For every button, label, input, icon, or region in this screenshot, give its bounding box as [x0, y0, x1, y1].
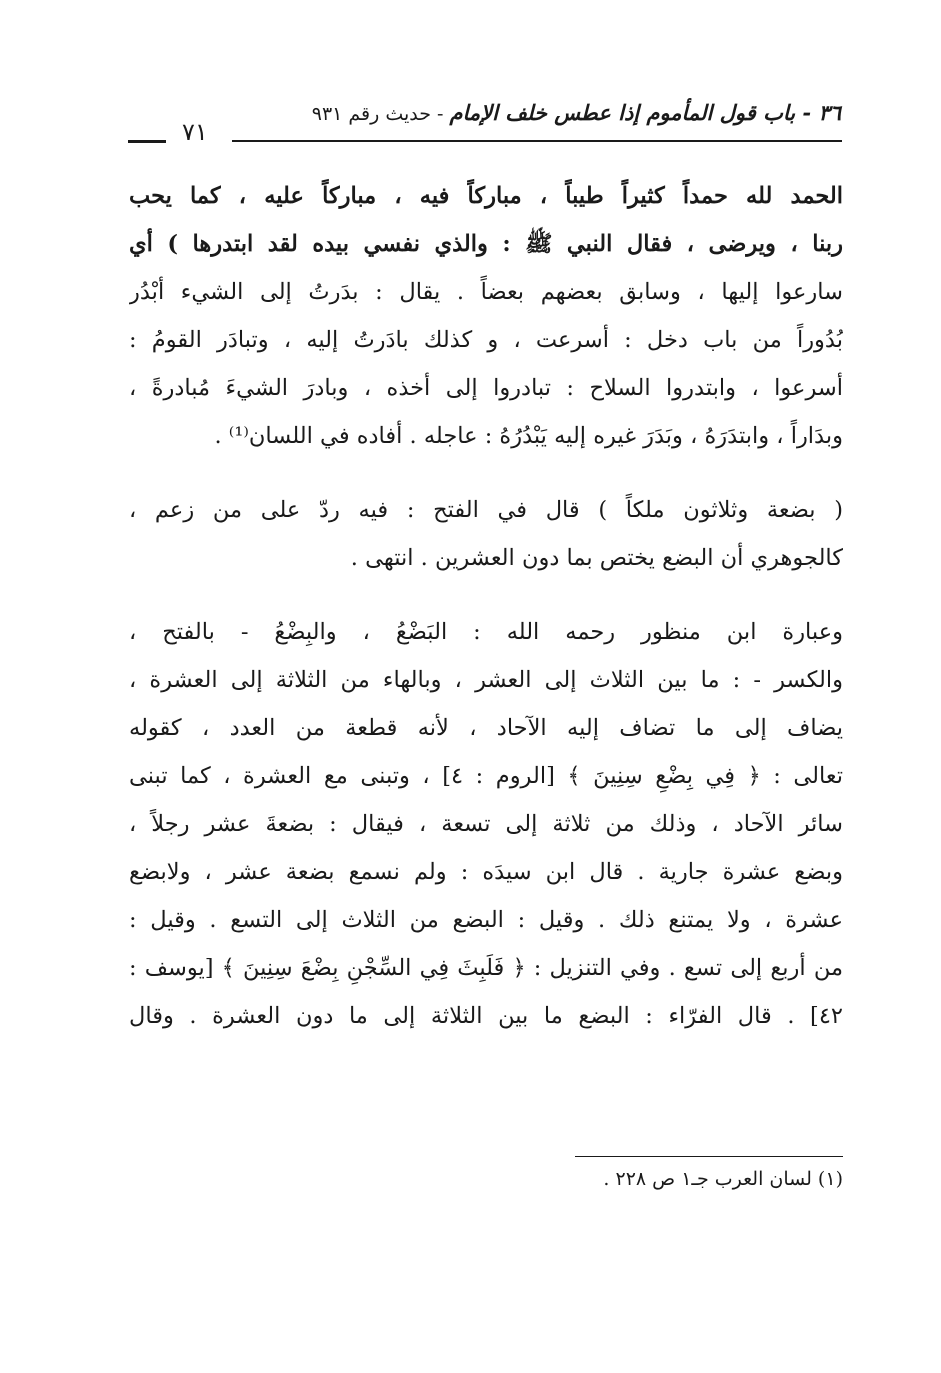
header-rule	[232, 140, 842, 142]
paragraph	[129, 486, 843, 582]
text-line: بُدُوراً من باب دخل : أسرعت ، و كذلك بادَرتُ إليه ، وتبادَر القومُ :	[129, 327, 843, 353]
page-number-dash	[128, 140, 166, 143]
text-line: وعبارة ابن منظور رحمه الله : البَضْعُ ، والبِضْعُ - بالفتح ،	[129, 619, 843, 645]
main-text	[129, 172, 843, 1040]
text-line: من أربع إلى تسع . وفي التنزيل : ﴿ فَلَبِثَ فِي السِّجْنِ بِضْعَ سِنِينَ ﴾ [يوسف :	[129, 955, 843, 981]
text-line: وبضع عشرة جارية . قال ابن سيدَه : ولم نسمع بضعة عشر ، ولابضع	[129, 859, 843, 885]
running-header	[201, 100, 841, 125]
paragraph-gap	[129, 460, 843, 486]
page-number: ٧١	[182, 118, 208, 146]
text-line: الحمد لله حمداً كثيراً طيباً ، مباركاً فيه ، مباركاً عليه ، كما يحب	[129, 183, 843, 209]
text-line: والكسر - : ما بين الثلاث إلى العشر ، وبالهاء من الثلاثة إلى العشرة ،	[129, 667, 843, 693]
footnote-rule	[575, 1156, 843, 1157]
paragraph-gap	[129, 582, 843, 608]
text-line: وبدَاراً ، وابتدَرَهُ ، وبَدَرَ غيره إليه يَبْدُرُهُ : عاجله . أفاده في اللسان⁽¹⁾ .	[214, 423, 843, 449]
text-line: ٤٢] . قال الفرّاء : البضع ما بين الثلاثة إلى ما دون العشرة . وقال	[129, 1003, 843, 1029]
chapter-title: ٣٦ - باب قول المأموم إذا عطس خلف الإمام	[449, 100, 841, 125]
text-line: أسرعوا ، وابتدروا السلاح : تبادروا إلى أخذه ، وبادرَ الشيءَ مُبادرةً ،	[129, 375, 843, 401]
text-line: كالجوهري أن البضع يختص بما دون العشرين . انتهى .	[350, 545, 843, 571]
text-line: تعالى : ﴿ فِي بِضْعِ سِنِينَ ﴾ [الروم : ٤] ، وتبنى مع العشرة ، كما تبنى	[129, 763, 843, 789]
text-line: ( بضعة وثلاثون ملكاً ) قال في الفتح : فيه ردّ على من زعم ،	[129, 497, 843, 523]
paragraph	[129, 172, 843, 460]
footnote: (١) لسان العرب جـ١ ص ٢٢٨ .	[603, 1168, 843, 1190]
text-line: سائر الآحاد ، وذلك من ثلاثة إلى تسعة ، فيقال : بضعةَ عشر رجلاً ،	[129, 811, 843, 837]
text-line: ربنا ، ويرضى ، فقال النبي ﷺ : والذي نفسي بيده لقد ابتدرها ) أي	[129, 231, 843, 257]
hadith-number: - حديث رقم ٩٣١	[311, 103, 450, 125]
text-line: سارعوا إليها ، وسابق بعضهم بعضاً . يقال : بدَرتُ إلى الشيء أبْدُر	[129, 279, 843, 305]
text-line: يضاف إلى ما تضاف إليه الآحاد ، لأنه قطعة من العدد ، كقوله	[129, 715, 843, 741]
paragraph	[129, 608, 843, 1040]
text-line: عشرة ، ولا يمتنع ذلك . وقيل : البضع من الثلاث إلى التسع . وقيل :	[129, 907, 843, 933]
